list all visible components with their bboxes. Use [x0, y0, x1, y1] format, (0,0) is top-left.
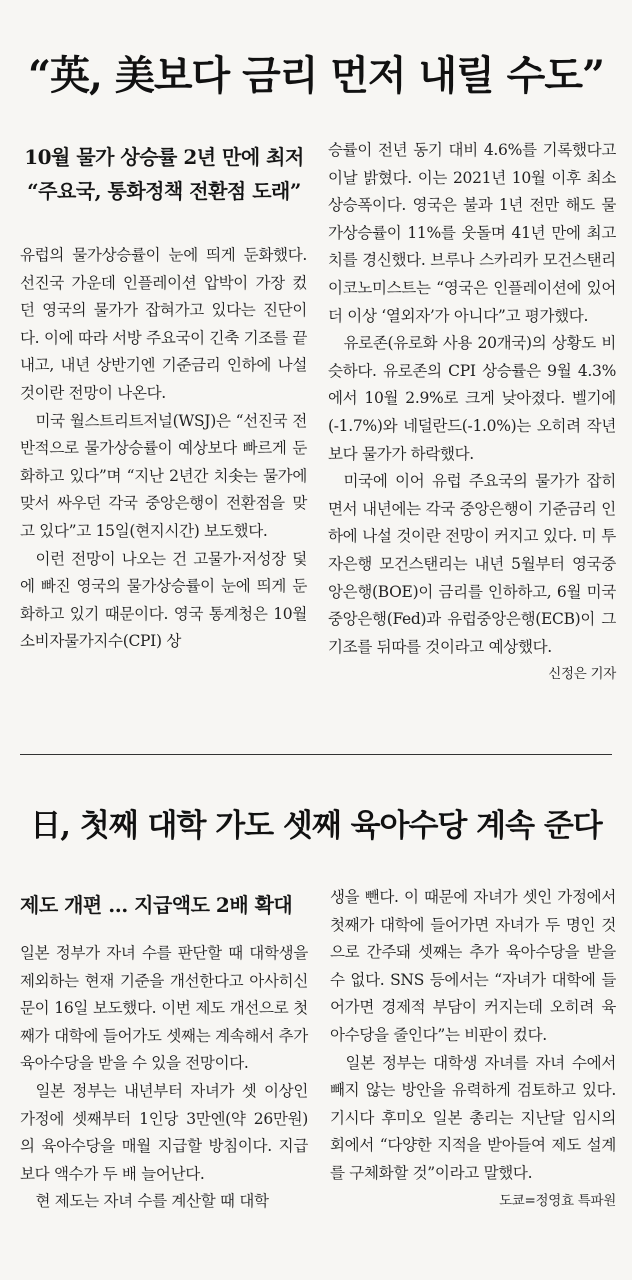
article2-subhead: 제도 개편 … 지급액도 2배 확대: [20, 893, 293, 917]
paragraph: 현 제도는 자녀 수를 계산할 때 대학: [35, 1192, 269, 1211]
paragraph: 미국 월스트리트저널(WSJ)은 “선진국 전반적으로 물가상승률이 예상보다 빠르게 둔화하고 있다”며 “지난 2년간 치솟는 물가에 맞서 싸우던 각국 중앙은행이 전환점을 맞고 있다”고 15일(현지시간) 보도했다.: [20, 411, 307, 540]
article1-subhead: [18, 140, 310, 208]
paragraph: 승률이 전년 동기 대비 4.6%를 기록했다고 이날 밝혔다. 이는 2021년 10월 이후 최소 상승폭이다. 영국은 불과 1년 전만 해도 물가상승률이 11%를 웃돌며 41년 만에 최고치를 경신했다. 브루나 스카리카 모건스탠리 이코노미스트는 “영국은 인플레이션에 있어 더 이상 ‘열외자’가 아니다”고 평가했다.: [328, 141, 616, 325]
paragraph: 미국에 이어 유럽 주요국의 물가가 잡히면서 내년에는 각국 중앙은행이 기준금리 인하에 나설 것이란 전망이 커지고 있다. 미 투자은행 모건스탠리는 내년 5월부터 영국중앙은행(BOE)이 금리를 인하하고, 6월 미국 중앙은행(Fed)과 유럽중앙은행(ECB)이 그 기조를 뒤따를 것이라고 예상했다. 신정은 기자: [328, 468, 616, 661]
article1-left-column: [20, 242, 307, 656]
article1-headline: “英, 美보다 금리 먼저 내릴 수도”: [28, 52, 604, 99]
article1-subhead-line1: 10월 물가 상승률 2년 만에 최저: [24, 145, 304, 169]
paragraph: 생을 뺀다. 이 때문에 자녀가 셋인 가정에서 첫째가 대학에 들어가면 자녀가 두 명인 것으로 간주돼 셋째는 추가 육아수당을 받을 수 없다. SNS 등에서는 “자녀가 대학에 들어가면 경제적 부담이 커지는데 오히려 육아수당을 줄인다”는 비판이 컸다.: [330, 888, 616, 1044]
paragraph: 유럽의 물가상승률이 눈에 띄게 둔화했다. 선진국 가운데 인플레이션 압박이 가장 컸던 영국의 물가가 잡혀가고 있다는 진단이다. 이에 따라 서방 주요국이 긴축 기조를 끝내고, 내년 상반기엔 기준금리 인하에 나설 것이란 전망이 나온다.: [20, 246, 307, 402]
article2-left-column: [20, 940, 308, 1216]
paragraph: 이런 전망이 나오는 건 고물가·저성장 덫에 빠진 영국의 물가상승률이 눈에 띄게 둔화하고 있기 때문이다. 영국 통계청은 10월 소비자물가지수(CPI) 상: [20, 549, 307, 651]
article1-right-column: [328, 137, 616, 689]
byline: 도쿄=정영효 특파원: [499, 1192, 616, 1209]
paragraph: 일본 정부는 대학생 자녀를 자녀 수에서 빼지 않는 방안을 유력하게 검토하고 있다. 기시다 후미오 일본 총리는 지난달 임시의회에서 “다양한 지적을 받아들여 제도 설계를 구체화할 것”이라고 말했다. 도쿄=정영효 특파원: [330, 1050, 616, 1188]
article2-headline: 日, 첫째 대학 가도 셋째 육아수당 계속 준다: [30, 808, 602, 844]
paragraph: 일본 정부가 자녀 수를 판단할 때 대학생을 제외하는 현재 기준을 개선한다고 아사히신문이 16일 보도했다. 이번 제도 개선으로 첫째가 대학에 들어가도 셋째는 계속해서 추가 육아수당을 받을 수 있을 전망이다.: [20, 944, 308, 1073]
article-divider: [20, 754, 612, 755]
byline: 신정은 기자: [548, 666, 616, 683]
paragraph: 일본 정부는 내년부터 자녀가 셋 이상인 가정에 셋째부터 1인당 3만엔(약 26만원)의 육아수당을 매월 지급할 방침이다. 지급보다 액수가 두 배 늘어난다.: [20, 1081, 308, 1183]
article1-subhead-line2: “주요국, 통화정책 전환점 도래”: [27, 179, 301, 203]
paragraph: 유로존(유로화 사용 20개국)의 상황도 비슷하다. 유로존의 CPI 상승률은 9월 4.3%에서 10월 2.9%로 크게 낮아졌다. 벨기에(-1.7%)와 네덜란드(-1.0%)는 오히려 작년보다 물가가 하락했다.: [328, 334, 616, 463]
article2-right-column: [330, 884, 616, 1215]
